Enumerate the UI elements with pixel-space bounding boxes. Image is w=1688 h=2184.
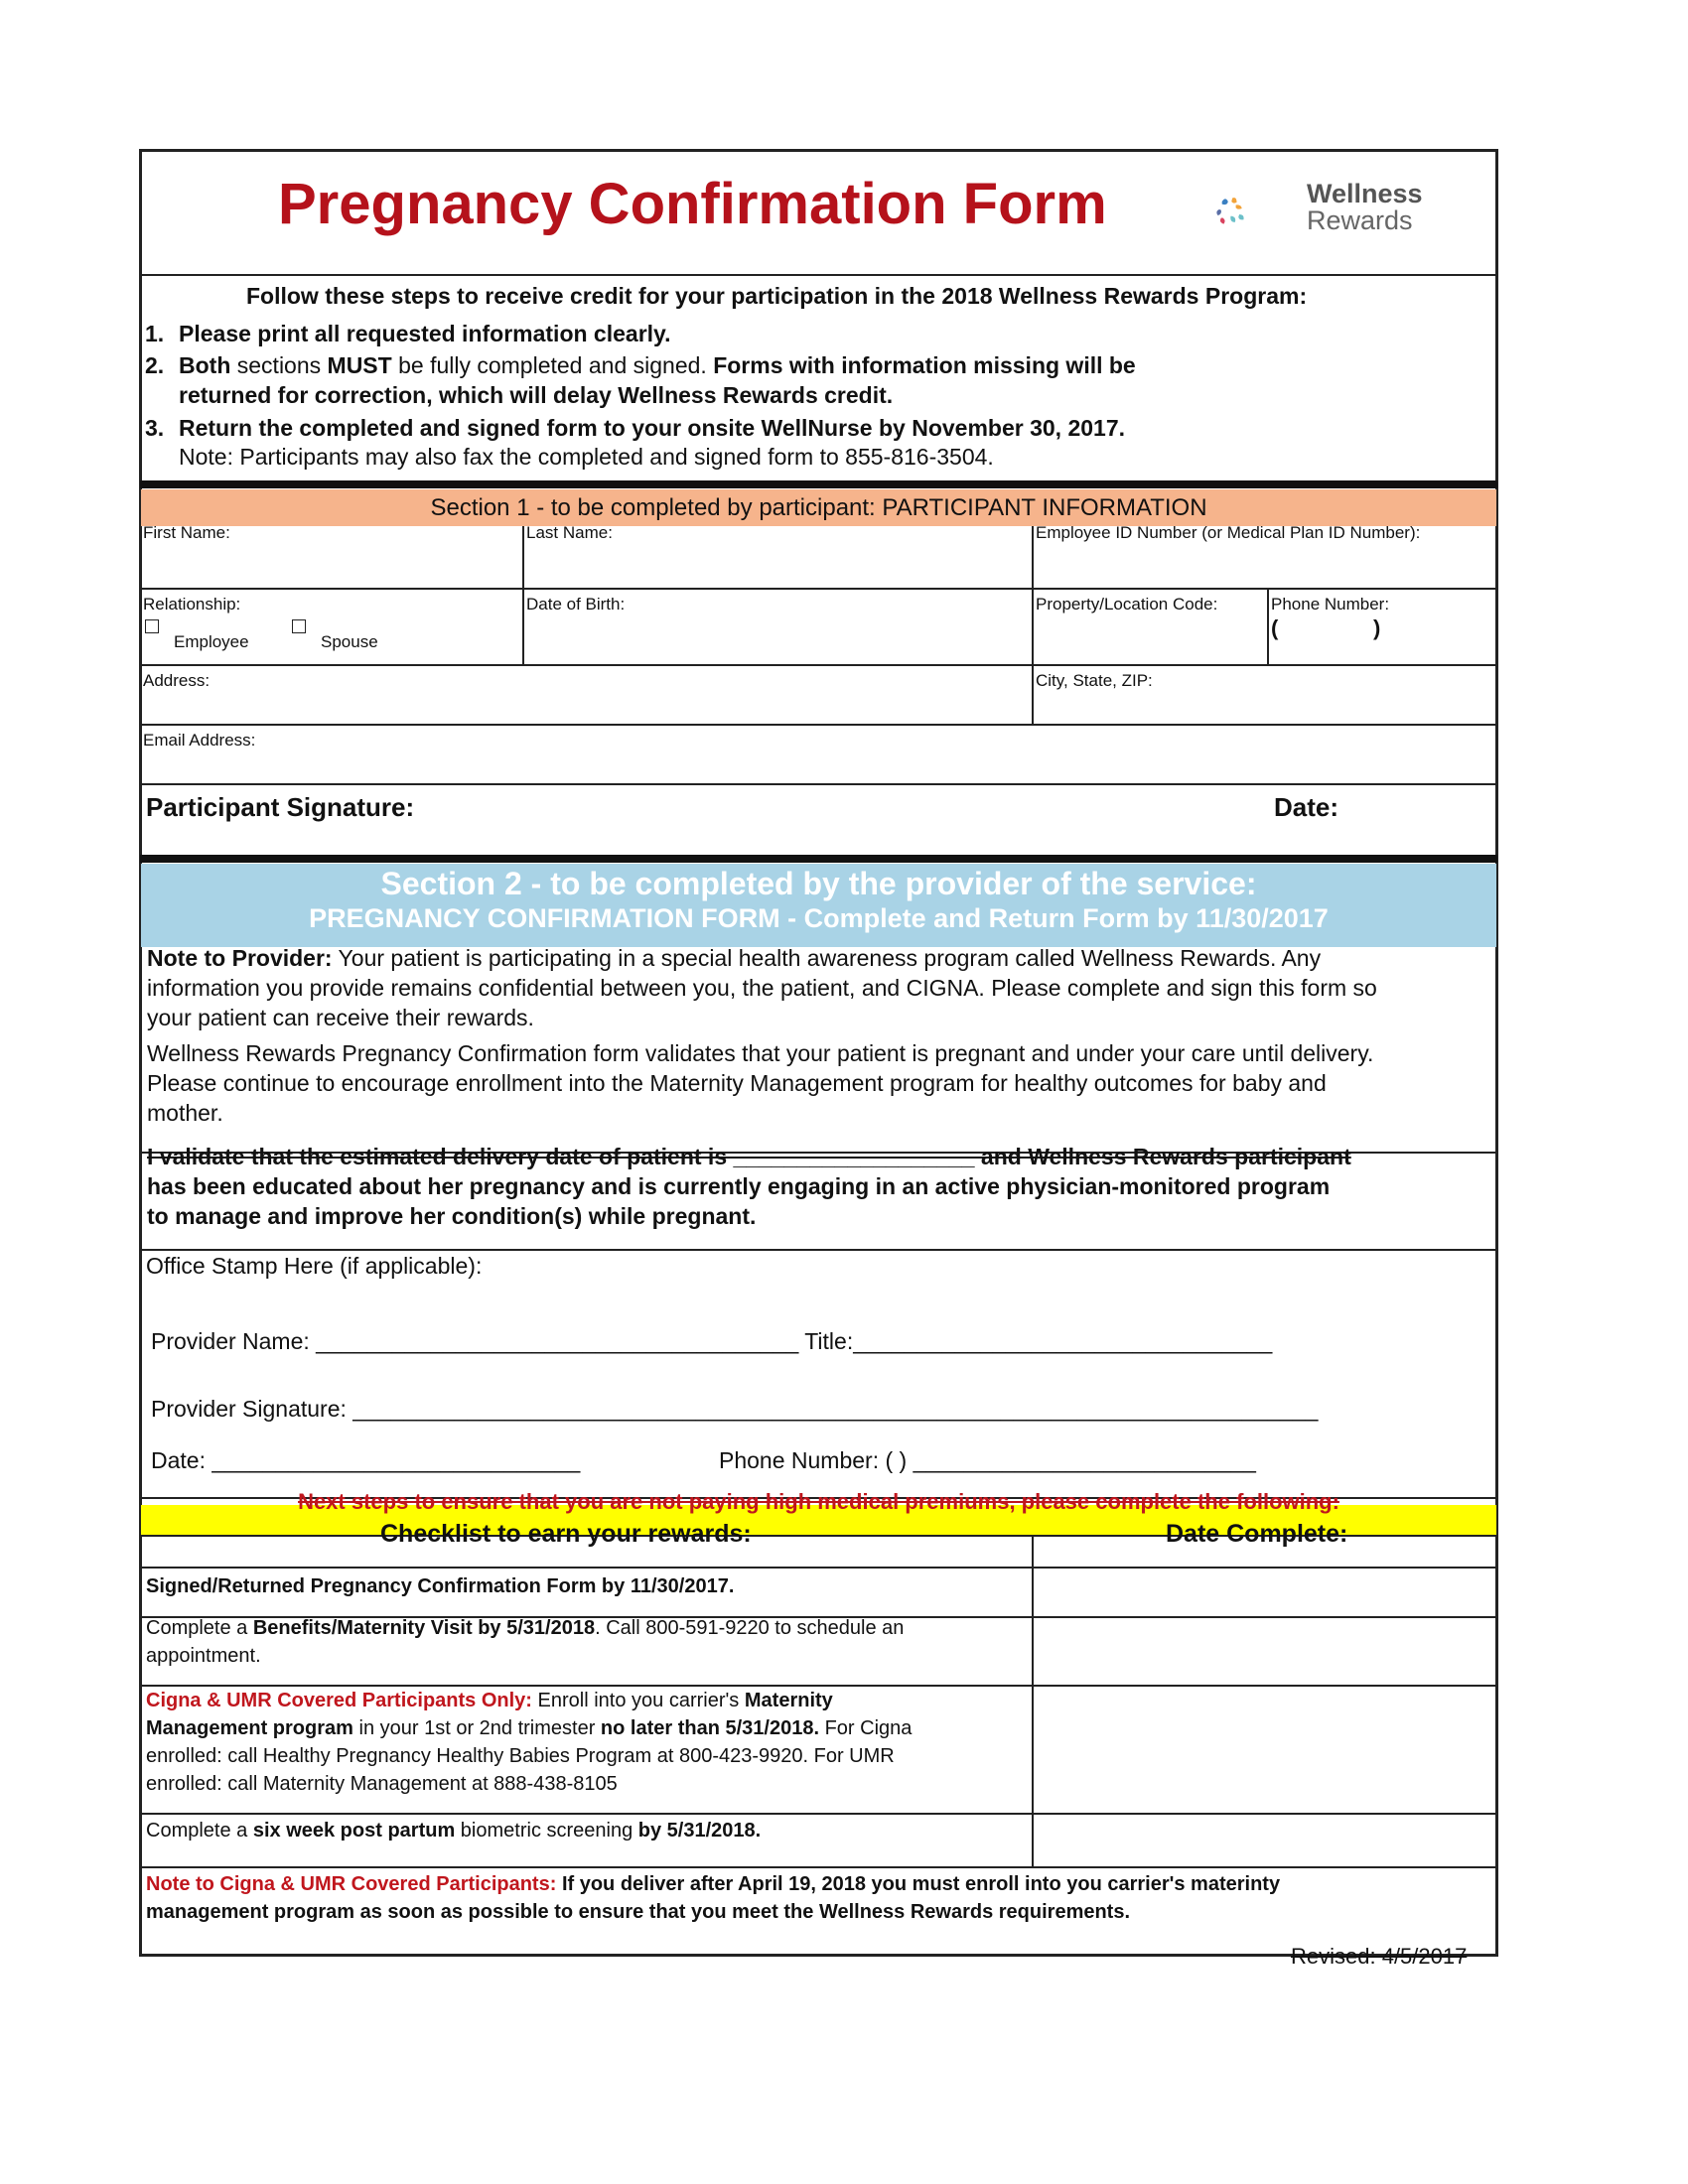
step-text: MUST xyxy=(327,352,392,378)
step-3 xyxy=(145,415,1125,442)
date-complete-cell[interactable] xyxy=(1036,1815,1495,1865)
step-number: 1. xyxy=(145,321,165,346)
row-text: For Cigna xyxy=(819,1717,913,1739)
first-name-field[interactable]: First Name: xyxy=(143,523,230,542)
step-text: Forms with information missing will be xyxy=(713,352,1136,378)
attestation-line: I validate that the estimated delivery date of patient is ___________________ and Wellness Rewards participant xyxy=(147,1144,1351,1169)
checklist-row-3 xyxy=(146,1687,912,1798)
row-text: Complete a xyxy=(146,1820,253,1842)
address-field[interactable]: Address: xyxy=(143,671,211,690)
city-state-zip-field[interactable]: City, State, ZIP: xyxy=(1036,671,1153,690)
last-name-field[interactable]: Last Name: xyxy=(526,523,613,542)
row-text: Management program xyxy=(146,1717,353,1739)
section-1-banner: Section 1 - to be completed by participant: PARTICIPANT INFORMATION xyxy=(141,489,1496,526)
office-stamp-area[interactable]: Office Stamp Here (if applicable): xyxy=(146,1253,483,1279)
steps-heading: Follow these steps to receive credit for your participation in the 2018 Wellness Rewards Program: xyxy=(246,283,1308,309)
date-complete-cell[interactable] xyxy=(1036,1687,1495,1812)
checklist-row-1: Signed/Returned Pregnancy Confirmation Form by 11/30/2017. xyxy=(146,1575,735,1597)
phone-paren-close: ) xyxy=(1373,615,1381,640)
row-text: Cigna & UMR Covered Participants Only: xyxy=(146,1690,532,1711)
row-text: . Call 800-591-9220 to schedule an xyxy=(595,1617,905,1639)
row-text: Benefits/Maternity Visit by 5/31/2018 xyxy=(252,1617,596,1639)
paragraph-line: mother. xyxy=(147,1100,223,1126)
section-divider xyxy=(140,855,1497,863)
provider-note xyxy=(147,943,1487,1032)
step-text: Return the completed and signed form to your onsite WellNurse by November 30, 2017. xyxy=(179,415,1126,441)
step-1 xyxy=(145,321,671,347)
section-2-heading: Section 2 - to be completed by the provider of the service: xyxy=(380,866,1257,901)
row-text: Complete a xyxy=(146,1617,253,1639)
email-address-field[interactable]: Email Address: xyxy=(143,731,256,750)
date-complete-cell[interactable] xyxy=(1036,1569,1495,1615)
fax-note: Note: Participants may also fax the completed and signed form to 855-816-3504. xyxy=(179,444,994,470)
form-title: Pregnancy Confirmation Form xyxy=(278,172,1107,236)
note-text: management program as soon as possible to ensure that you meet the Wellness Rewards requirements. xyxy=(146,1901,1131,1923)
section-2-subheading: PREGNANCY CONFIRMATION FORM - Complete and Return Form by 11/30/2017 xyxy=(309,903,1329,933)
row-text: Enroll into you carrier's xyxy=(531,1690,745,1711)
note-label: Note to Provider: xyxy=(147,945,333,971)
row-text: Maternity xyxy=(744,1690,833,1711)
step-text: Please print all requested information clearly. xyxy=(179,321,671,346)
step-text: sections xyxy=(230,352,328,378)
date-of-birth-field[interactable]: Date of Birth: xyxy=(526,595,626,614)
revised-date: Revised: 4/5/2017 xyxy=(1291,1944,1468,1969)
note-label: Note to Cigna & UMR Covered Participants: xyxy=(146,1873,557,1895)
row-text: enrolled: call Healthy Pregnancy Healthy Babies Program at 800-423-9920. For UMR xyxy=(146,1745,895,1767)
participant-signature-field[interactable]: Participant Signature: xyxy=(146,792,415,822)
covered-participants-note xyxy=(146,1870,1280,1926)
row-text: six week post partum xyxy=(252,1820,456,1842)
step-2 xyxy=(145,352,1136,379)
wellness-rewards-logo-icon xyxy=(1213,167,1313,256)
note-text: Your patient is participating in a special health awareness program called Wellness Rewards. Any xyxy=(332,945,1322,971)
step-2-line-2: returned for correction, which will delay Wellness Rewards credit. xyxy=(179,382,894,408)
date-complete-cell[interactable] xyxy=(1036,1618,1495,1684)
phone-number-field[interactable]: Phone Number: xyxy=(1271,595,1390,614)
attestation-paragraph xyxy=(147,1142,1487,1231)
attestation-line: has been educated about her pregnancy and is currently engaging in an active physician-monitored program xyxy=(147,1173,1331,1199)
step-text: Both xyxy=(179,352,231,378)
row-text: biometric screening xyxy=(455,1820,638,1842)
checklist-row-2 xyxy=(146,1614,904,1670)
step-number: 2. xyxy=(145,352,165,378)
logo-rewards-text: Rewards xyxy=(1307,205,1413,235)
provider-name-field[interactable]: Provider Name: ______________________________________ Title:_________________________________ xyxy=(151,1328,1273,1354)
employee-option-label: Employee xyxy=(174,632,249,651)
attestation-line: to manage and improve her condition(s) while pregnant. xyxy=(147,1203,757,1229)
row-text: by 5/31/2018. xyxy=(637,1820,762,1842)
divider xyxy=(140,274,1497,276)
note-text: If you deliver after April 19, 2018 you must enroll into you carrier's materinty xyxy=(556,1873,1281,1895)
next-steps-text: Next steps to ensure that you are not paying high medical premiums, please complete the following: xyxy=(298,1489,1339,1514)
note-text: information you provide remains confidential between you, the patient, and CIGNA. Please complete and sign this form so xyxy=(147,975,1377,1001)
section-2-banner xyxy=(141,864,1496,947)
validation-paragraph xyxy=(147,1038,1487,1128)
provider-signature-field[interactable]: Provider Signature: ____________________________________________________________________________ xyxy=(151,1396,1319,1422)
paragraph-line: Please continue to encourage enrollment into the Maternity Management program for healthy outcomes for baby and xyxy=(147,1070,1327,1096)
provider-phone-field[interactable]: Phone Number: ( ) ___________________________ xyxy=(719,1447,1256,1473)
spouse-option-label: Spouse xyxy=(321,632,378,651)
employee-id-field[interactable]: Employee ID Number (or Medical Plan ID Number): xyxy=(1036,523,1421,542)
employee-checkbox[interactable] xyxy=(145,619,159,633)
checklist-column-header: Checklist to earn your rewards: xyxy=(380,1520,752,1548)
row-text: enrolled: call Maternity Management at 888-438-8105 xyxy=(146,1773,618,1795)
step-number: 3. xyxy=(145,415,165,441)
phone-paren-open: ( xyxy=(1271,615,1279,640)
participant-date-field[interactable]: Date: xyxy=(1274,792,1339,822)
note-text: your patient can receive their rewards. xyxy=(147,1005,534,1030)
step-text: be fully completed and signed. xyxy=(391,352,714,378)
row-text: in your 1st or 2nd trimester xyxy=(352,1717,601,1739)
provider-date-field[interactable]: Date: _____________________________ xyxy=(151,1447,581,1473)
paragraph-line: Wellness Rewards Pregnancy Confirmation form validates that your patient is pregnant and under your care until delivery. xyxy=(147,1040,1374,1066)
spouse-checkbox[interactable] xyxy=(292,619,306,633)
section-divider xyxy=(140,480,1497,488)
row-text: appointment. xyxy=(146,1645,261,1667)
logo-wellness-text: Wellness xyxy=(1307,179,1423,208)
checklist-row-4 xyxy=(146,1817,761,1844)
date-complete-column-header: Date Complete: xyxy=(1166,1520,1348,1548)
row-text: no later than 5/31/2018. xyxy=(600,1717,820,1739)
property-code-field[interactable]: Property/Location Code: xyxy=(1036,595,1218,614)
relationship-label: Relationship: xyxy=(143,595,241,614)
